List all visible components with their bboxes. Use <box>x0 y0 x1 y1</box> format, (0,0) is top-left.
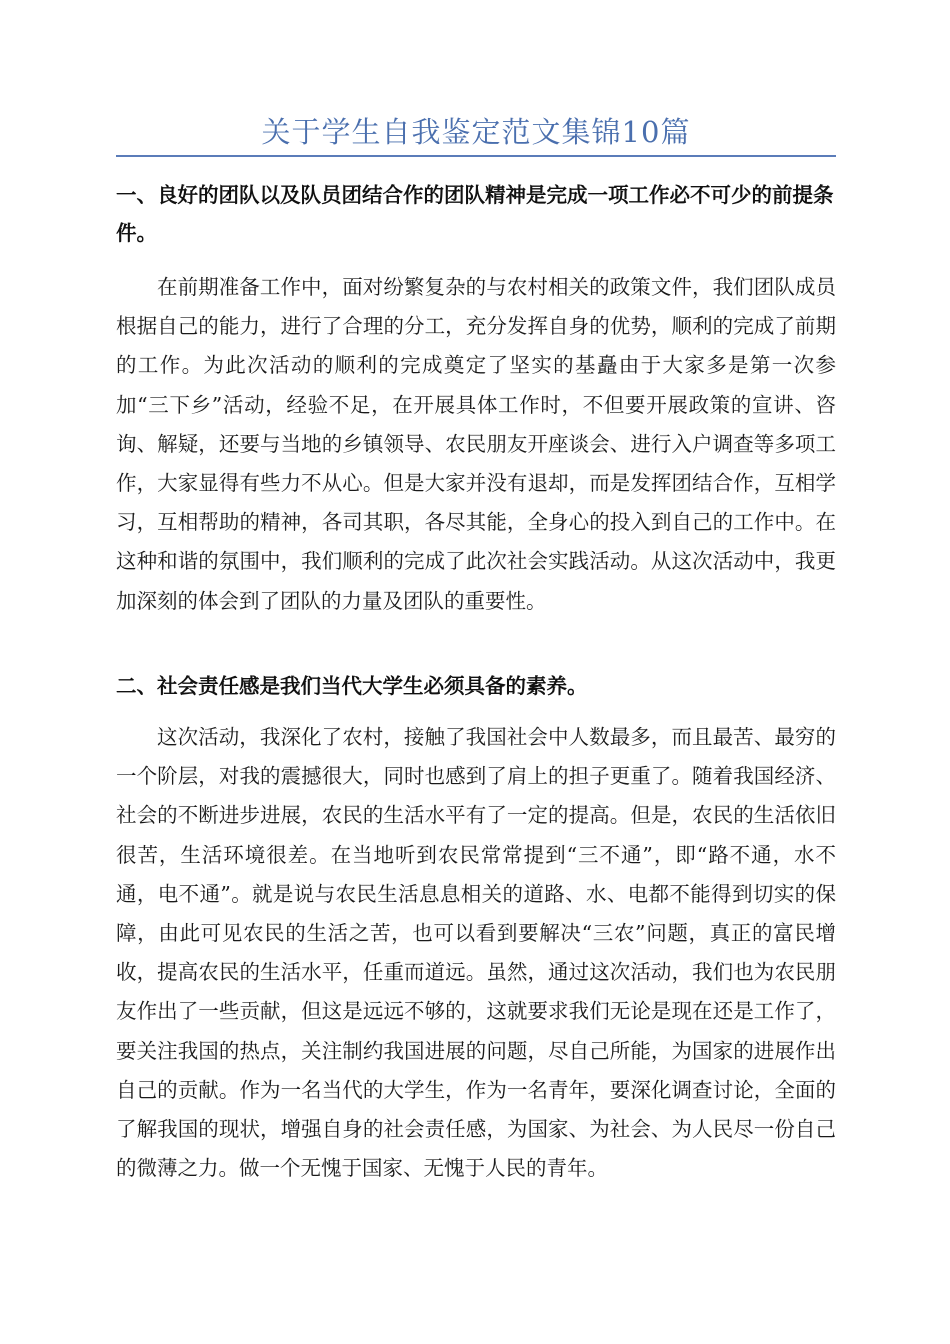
section-heading-2: 二、社会责任感是我们当代大学生必须具备的素养。 <box>116 674 588 698</box>
section-paragraph-1: 在前期准备工作中，面对纷繁复杂的与农村相关的政策文件，我们团队成员根据自己的能力，进行了合理的分工，充分发挥自身的优势，顺利的完成了前期的工作。为此次活动的顺利的完成奠定了坚实的基矗由于大家多是第一次参加“三下乡”活动，经验不足，在开展具体工作时，不但要开展政策的宣讲、咨询、解疑，还要与当地的乡镇领导、农民朋友开座谈会、进行入户调查等多项工作，大家显得有些力不从心。但是大家并没有退却，而是发挥团结合作，互相学习，互相帮助的精神，各司其职，各尽其能，全身心的投入到自己的工作中。在这种和谐的氛围中，我们顺利的完成了此次社会实践活动。从这次活动中，我更加深刻的体会到了团队的力量及团队的重要性。 <box>116 275 836 613</box>
section-heading-1: 一、良好的团队以及队员团结合作的团队精神是完成一项工作必不可少的前提条件。 <box>116 183 834 245</box>
document-title: 关于学生自我鉴定范文集锦10篇 <box>261 115 691 149</box>
title-underline <box>116 155 836 157</box>
section-paragraph-2: 这次活动，我深化了农村，接触了我国社会中人数最多，而且最苦、最穷的一个阶层，对我的震撼很大，同时也感到了肩上的担子更重了。随着我国经济、社会的不断进步进展，农民的生活水平有了一定的提高。但是，农民的生活依旧很苦，生活环境很差。在当地听到农民常常提到“三不通”，即“路不通，水不通，电不通”。就是说与农民生活息息相关的道路、水、电都不能得到切实的保障，由此可见农民的生活之苦，也可以看到要解决“三农”问题，真正的富民增收，提高农民的生活水平，任重而道远。虽然，通过这次活动，我们也为农民朋友作出了一些贡献，但这是远远不够的，这就要求我们无论是现在还是工作了，要关注我国的热点，关注制约我国进展的问题，尽自己所能，为国家的进展作出自己的贡献。作为一名当代的大学生，作为一名青年，要深化调查讨论，全面的了解我国的现状，增强自身的社会责任感，为国家、为社会、为人民尽一份自己的微薄之力。做一个无愧于国家、无愧于人民的青年。 <box>116 725 836 1181</box>
